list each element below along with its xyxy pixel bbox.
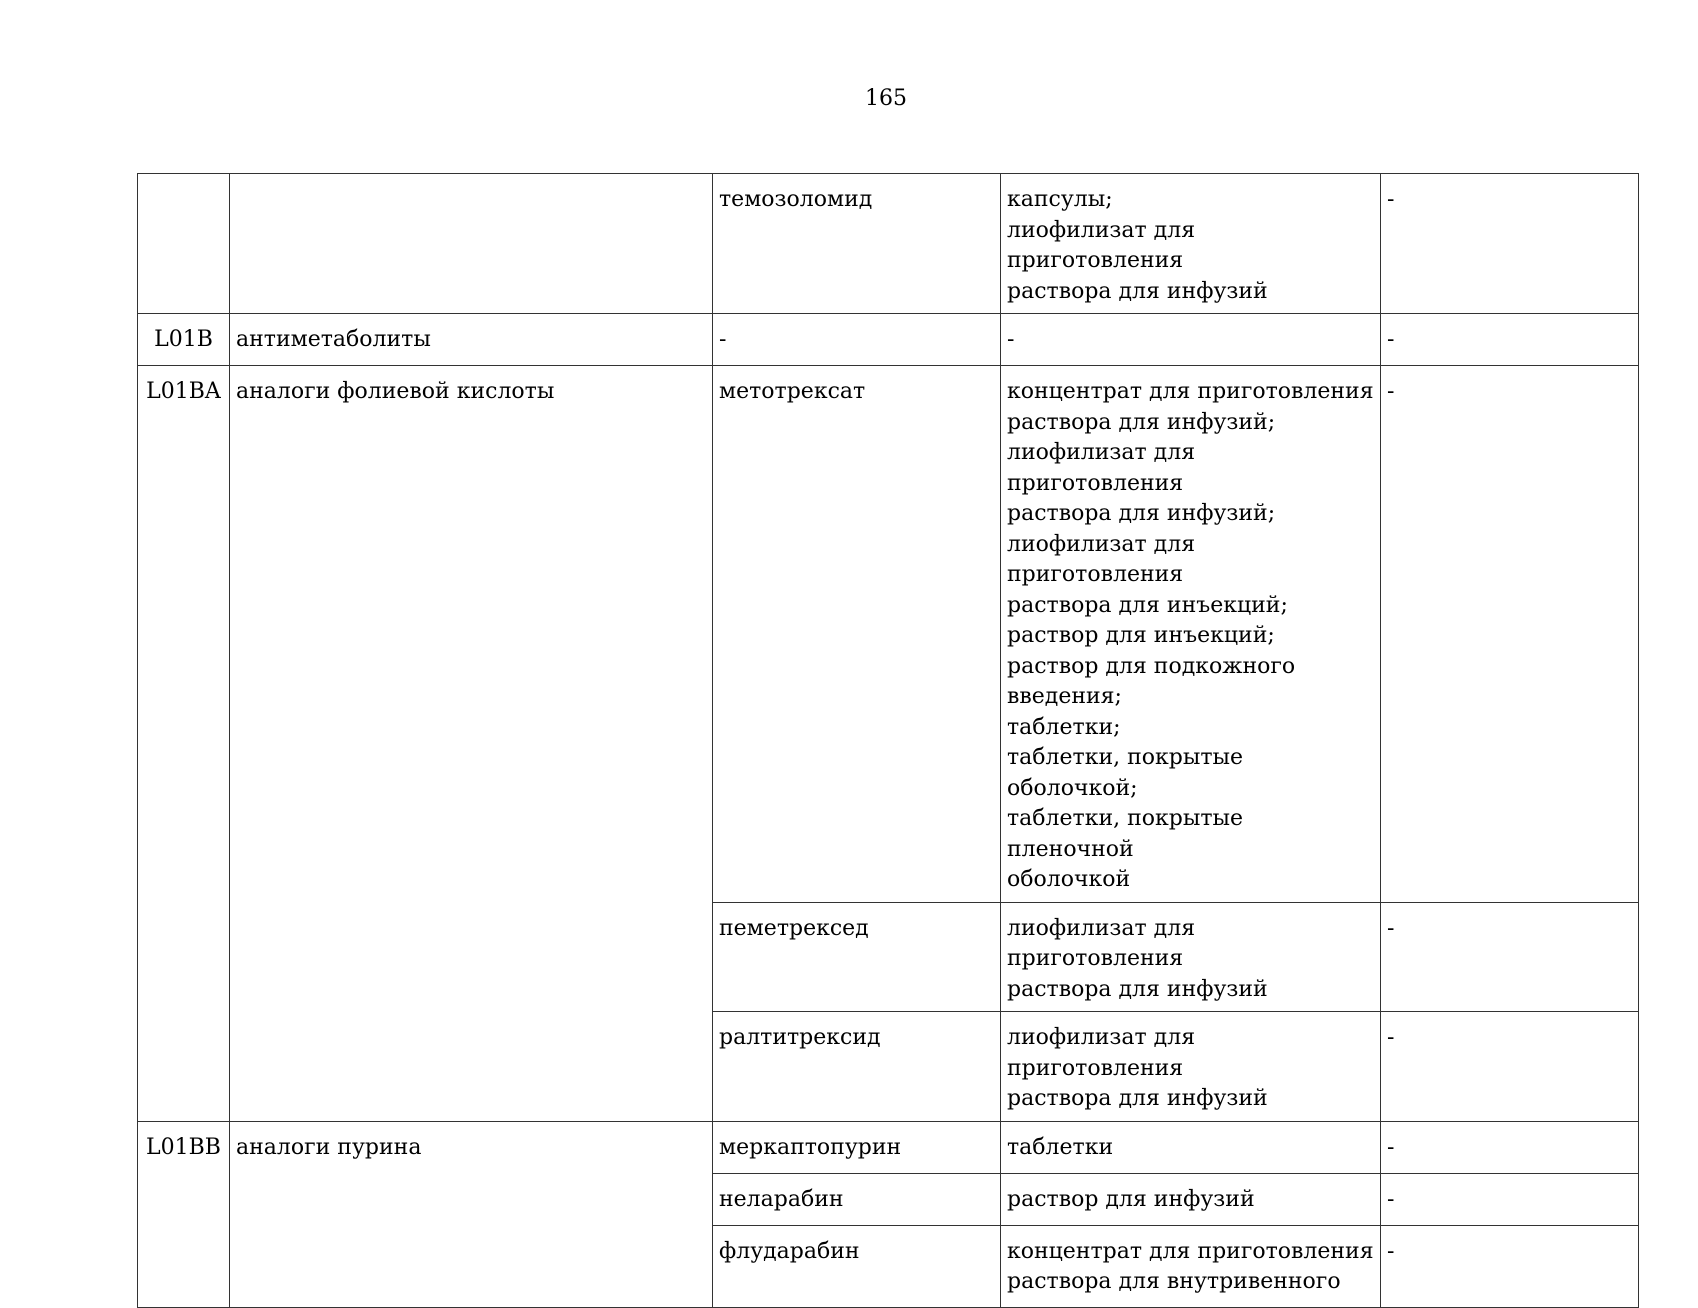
- atc-code-cell: L01BB: [138, 1121, 230, 1307]
- dosage-form-line: раствора для инфузий: [1007, 1086, 1268, 1111]
- dosage-form-line: таблетки;: [1007, 714, 1121, 740]
- atc-code-cell: L01BA: [138, 366, 230, 1122]
- drug-name-cell: неларабин: [713, 1173, 1001, 1225]
- drug-name-cell: меркаптопурин: [713, 1121, 1001, 1173]
- dosage-form-cell: [1001, 1012, 1381, 1122]
- dosage-form-cell: [1001, 902, 1381, 1012]
- drug-name-cell: метотрексат: [713, 366, 1001, 903]
- atc-code-cell: L01B: [138, 314, 230, 366]
- drug-name-cell: ралтитрексид: [713, 1012, 1001, 1122]
- dosage-form-line: лиофилизат для приготовления: [1007, 1025, 1196, 1081]
- extra-cell: -: [1381, 902, 1639, 1012]
- page-number: 165: [865, 86, 907, 111]
- group-name-cell: [230, 174, 713, 314]
- drug-name-cell: пеметрексед: [713, 902, 1001, 1012]
- group-name-cell: аналоги фолиевой кислоты: [230, 366, 713, 1122]
- dosage-form-line: концентрат для приготовления: [1007, 1238, 1374, 1264]
- dosage-form-line: раствора для внутривенного: [1007, 1269, 1341, 1294]
- dosage-form-line: капсулы;: [1007, 187, 1113, 212]
- dosage-form-line: лиофилизат для приготовления: [1007, 531, 1196, 587]
- dosage-form-line: раствор для инфузий: [1007, 1186, 1255, 1212]
- dosage-form-line: раствора для инфузий: [1007, 278, 1268, 304]
- dosage-form-line: таблетки, покрытые пленочной: [1007, 806, 1244, 862]
- dosage-form-line: таблетки: [1007, 1134, 1114, 1160]
- dosage-form-line: концентрат для приготовления: [1007, 379, 1374, 404]
- group-name-cell: антиметаболиты: [230, 314, 713, 366]
- dosage-form-cell: [1001, 1225, 1381, 1307]
- table-row: [138, 366, 1639, 903]
- dosage-form-cell: [1001, 174, 1381, 314]
- extra-cell: -: [1381, 366, 1639, 903]
- extra-cell: -: [1381, 174, 1639, 314]
- dosage-form-line: лиофилизат для приготовления: [1007, 217, 1196, 273]
- dosage-form-cell: [1001, 314, 1381, 366]
- dosage-form-line: таблетки, покрытые оболочкой;: [1007, 745, 1244, 801]
- dosage-form-line: раствор для подкожного: [1007, 653, 1296, 679]
- drug-name-cell: флударабин: [713, 1225, 1001, 1307]
- extra-cell: -: [1381, 1012, 1639, 1122]
- group-name-cell: аналоги пурина: [230, 1121, 713, 1307]
- table-row: [138, 174, 1639, 314]
- drug-table: [137, 173, 1639, 1308]
- table-row: [138, 1121, 1639, 1173]
- dosage-form-line: раствора для инфузий;: [1007, 501, 1276, 526]
- dosage-form-line: введения;: [1007, 684, 1122, 709]
- dosage-form-line: лиофилизат для приготовления: [1007, 915, 1196, 971]
- extra-cell: -: [1381, 314, 1639, 366]
- dosage-form-line: раствора для инфузий: [1007, 976, 1268, 1002]
- extra-cell: -: [1381, 1225, 1639, 1307]
- dosage-form-line: раствора для инфузий;: [1007, 409, 1276, 435]
- dosage-form-line: -: [1007, 327, 1015, 352]
- atc-code-cell: [138, 174, 230, 314]
- dosage-form-line: раствор для инъекций;: [1007, 623, 1275, 648]
- dosage-form-cell: [1001, 1173, 1381, 1225]
- extra-cell: -: [1381, 1121, 1639, 1173]
- drug-name-cell: -: [713, 314, 1001, 366]
- drug-name-cell: темозоломид: [713, 174, 1001, 314]
- dosage-form-line: раствора для инъекций;: [1007, 592, 1288, 618]
- dosage-form-cell: [1001, 1121, 1381, 1173]
- dosage-form-line: лиофилизат для приготовления: [1007, 440, 1196, 496]
- table-row: [138, 314, 1639, 366]
- extra-cell: -: [1381, 1173, 1639, 1225]
- dosage-form-line: оболочкой: [1007, 867, 1131, 892]
- dosage-form-cell: [1001, 366, 1381, 903]
